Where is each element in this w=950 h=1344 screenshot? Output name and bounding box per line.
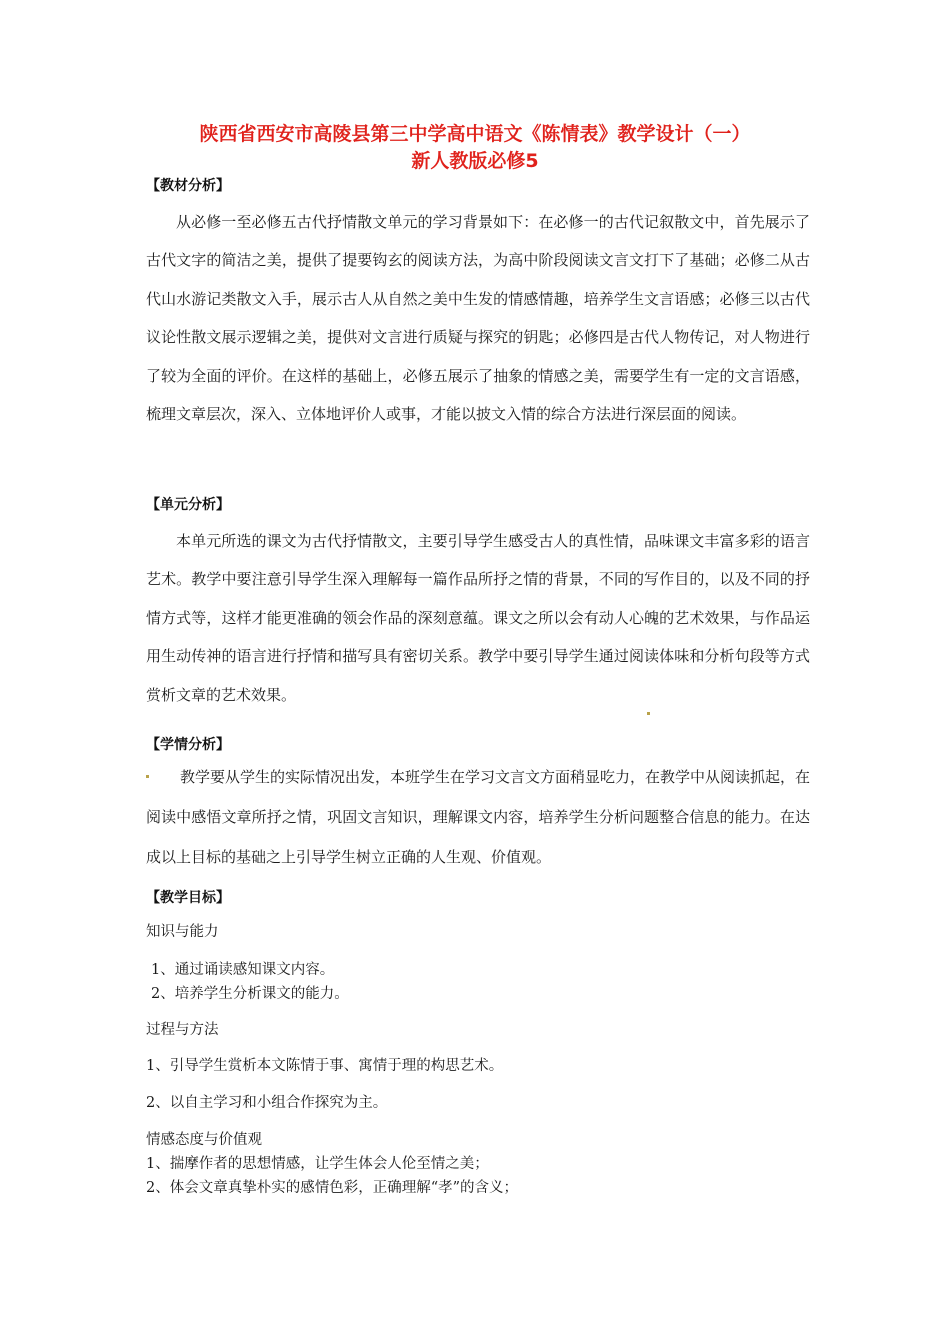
heading-teaching-goals: 【教学目标】 bbox=[146, 890, 230, 906]
goal-category-emotion: 情感态度与价值观 bbox=[146, 1132, 262, 1148]
goal-item: 1、揣摩作者的思想情感，让学生体会人伦至情之美； bbox=[146, 1156, 489, 1172]
goal-item: 1、通过诵读感知课文内容。 bbox=[151, 962, 335, 978]
goal-item: 2、体会文章真挚朴实的感情色彩，正确理解“孝”的含义； bbox=[146, 1180, 519, 1196]
paragraph-unit-analysis: 本单元所选的课文为古代抒情散文，主要引导学生感受古人的真性情，品味课文丰富多彩的语言艺术。教学中要注意引导学生深入理解每一篇作品所抒之情的背景，不同的写作目的，以及不同的抒情方式等，这样才能更准确的领会作品的深刻意蕴。课文之所以会有动人心魄的艺术效果，与作品运用生动传神的语言进行抒情和描写具有密切关系。教学中要引导学生通过阅读体味和分析句段等方式赏析文章的艺术效果。 bbox=[146, 532, 810, 704]
paragraph-textbook-analysis: 从必修一至必修五古代抒情散文单元的学习背景如下：在必修一的古代记叙散文中，首先展示了古代文字的简洁之美，提供了提要钩玄的阅读方法，为高中阶段阅读文言文打下了基础；必修二从古代山水游记类散文入手，展示古人从自然之美中生发的情感情趣，培养学生文言语感；必修三以古代议论性散文展示逻辑之美，提供对文言进行质疑与探究的钥匙；必修四是古代人物传记，对人物进行了较为全面的评价。在这样的基础上，必修五展示了抽象的情感之美，需要学生有一定的文言语感，梳理文章层次，深入、立体地评价人或事，才能以披文入情的综合方法进行深层面的阅读。 bbox=[146, 213, 810, 424]
goal-category-process: 过程与方法 bbox=[146, 1022, 219, 1038]
paragraph-student-analysis: 教学要从学生的实际情况出发，本班学生在学习文言文方面稍显吃力，在教学中从阅读抓起，在阅读中感悟文章所抒之情，巩固文言知识，理解课文内容，培养学生分析问题整合信息的能力。在达成以上目标的基础之上引导学生树立正确的人生观、价值观。 bbox=[146, 768, 811, 866]
heading-unit-analysis: 【单元分析】 bbox=[146, 497, 230, 513]
goal-item: 1、引导学生赏析本文陈情于事、寓情于理的构思艺术。 bbox=[146, 1058, 504, 1074]
heading-student-analysis: 【学情分析】 bbox=[146, 737, 230, 753]
goal-item: 2、以自主学习和小组合作探究为主。 bbox=[146, 1095, 388, 1111]
document-title-line-2: 新人教版必修5 bbox=[411, 150, 539, 172]
document-title-line-1: 陕西省西安市高陵县第三中学高中语文《陈情表》教学设计（一） bbox=[199, 123, 751, 145]
stray-dot-mark bbox=[647, 712, 650, 715]
goal-item: 2、培养学生分析课文的能力。 bbox=[151, 986, 349, 1002]
goal-category-knowledge: 知识与能力 bbox=[146, 924, 219, 940]
heading-textbook-analysis: 【教材分析】 bbox=[146, 178, 230, 194]
